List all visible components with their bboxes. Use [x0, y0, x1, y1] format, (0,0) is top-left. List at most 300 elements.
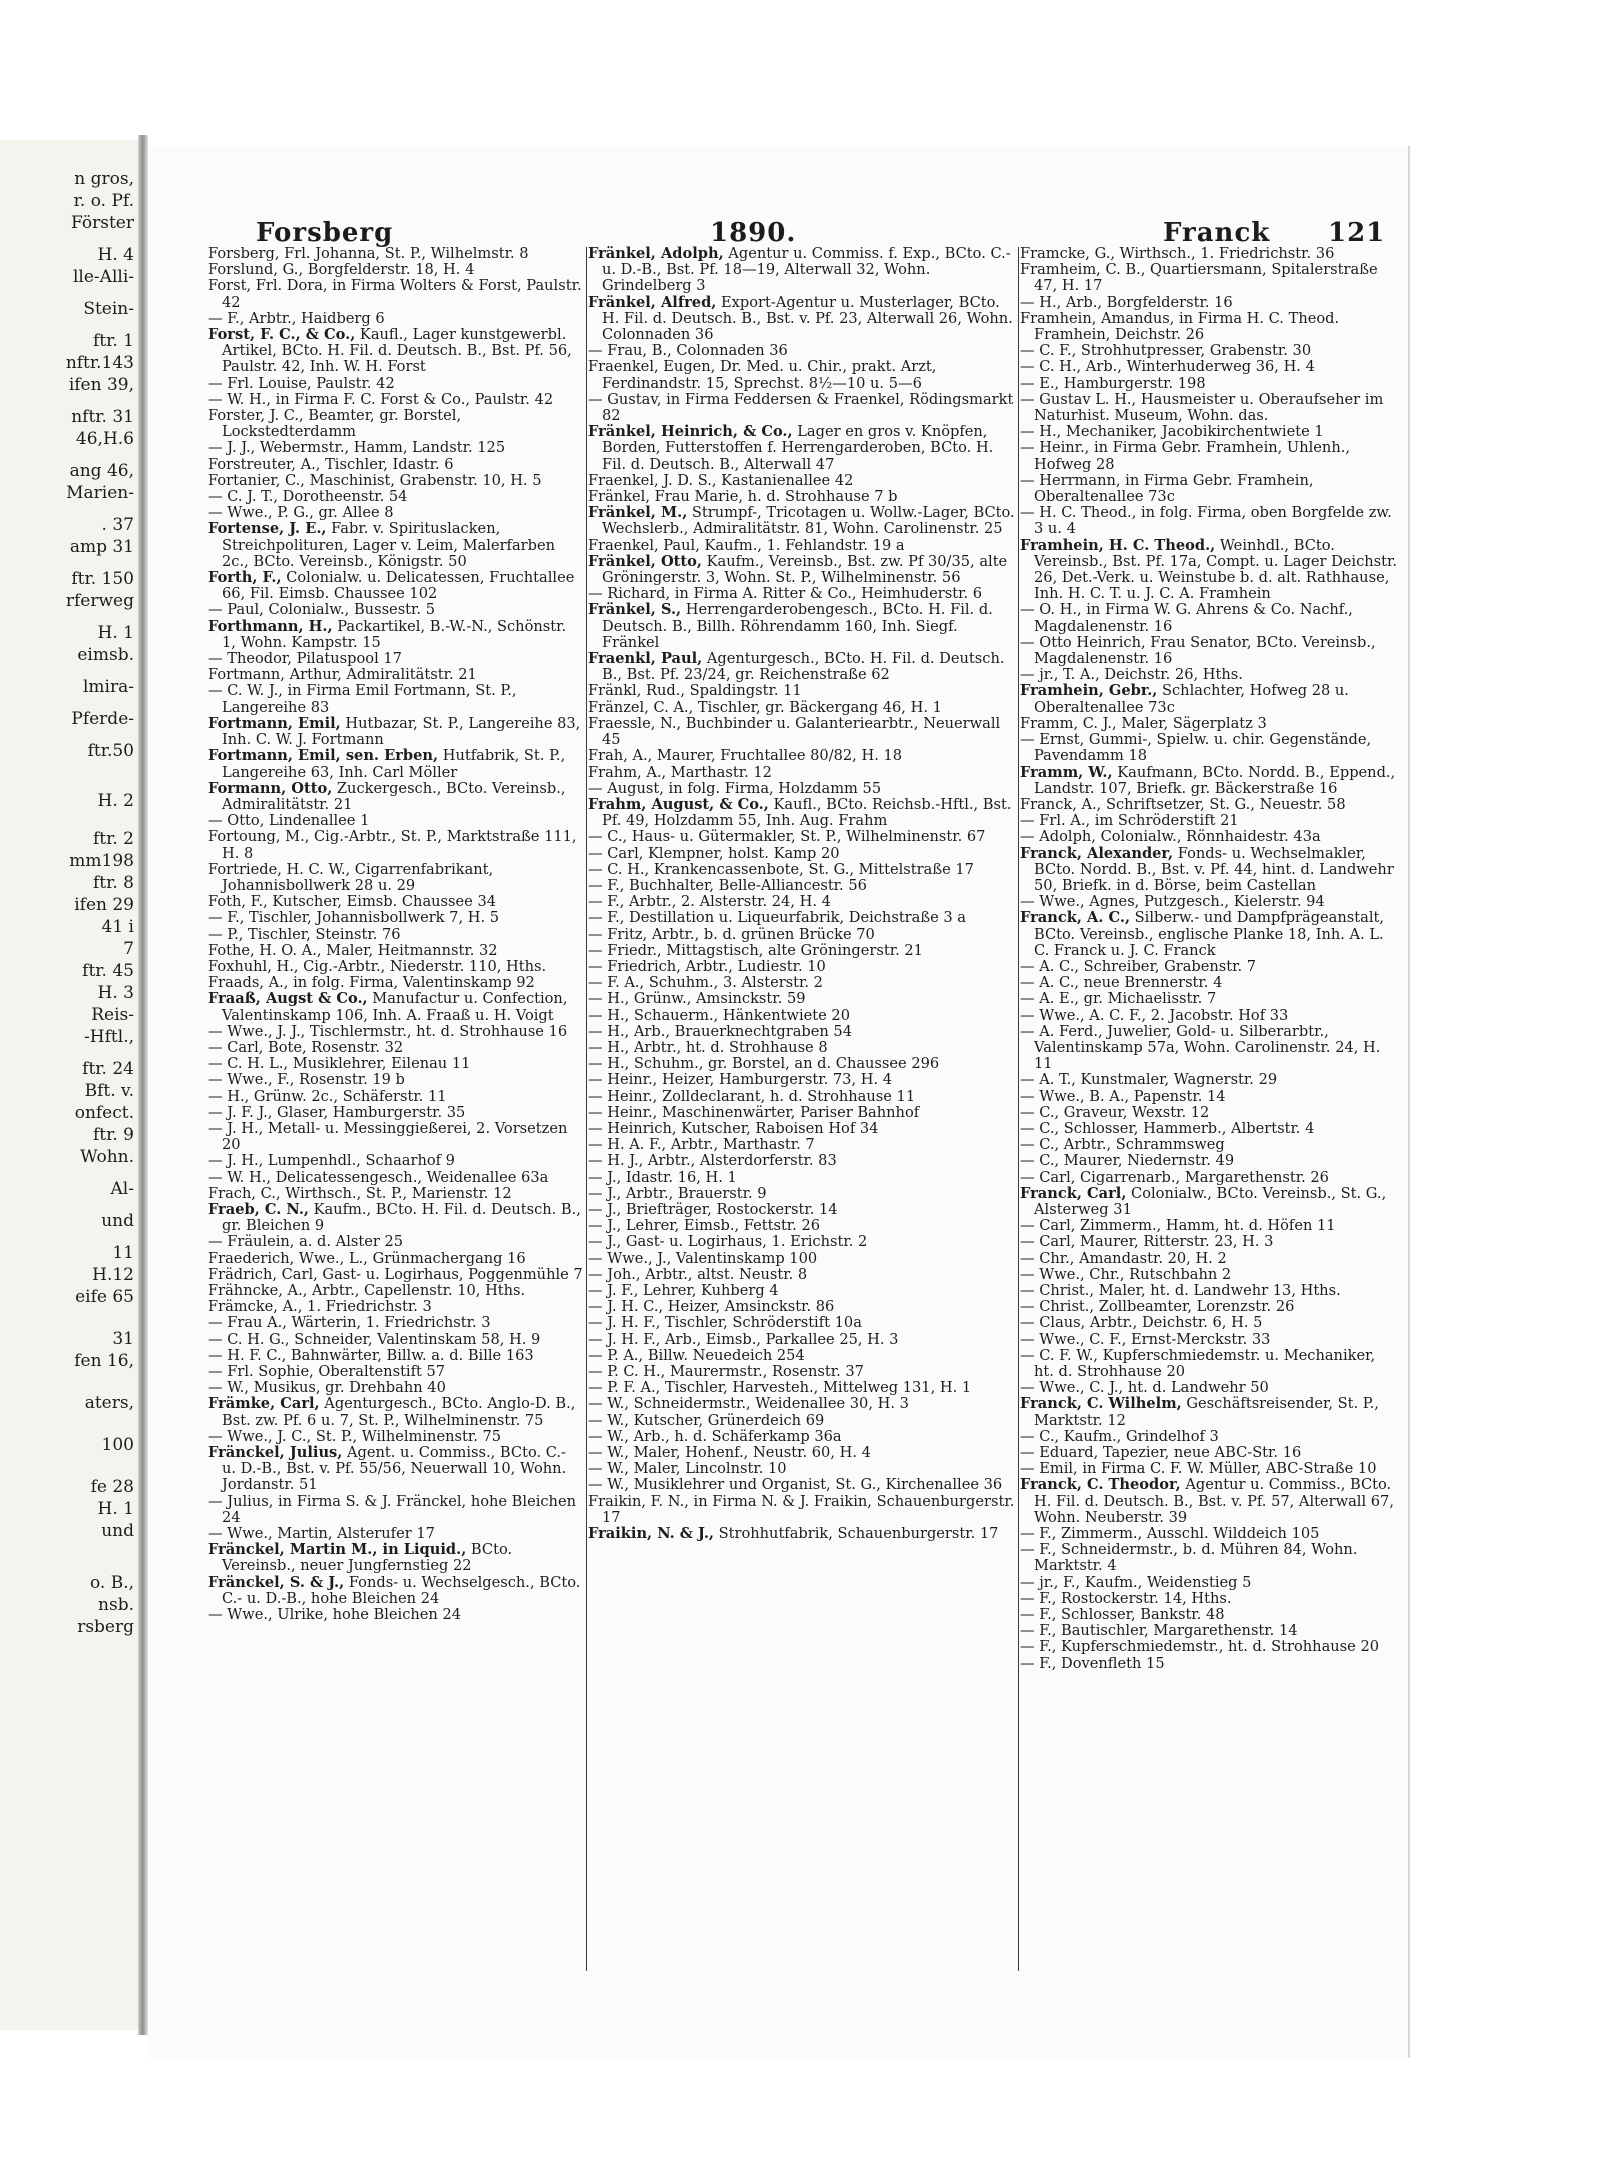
entry-text: — Friedrich, Arbtr., Ludiestr. 10 — [588, 957, 826, 975]
directory-entry — [1020, 991, 1398, 1007]
entry-text: — J. H. F., Tischler, Schröderstift 10a — [588, 1314, 862, 1332]
facing-page-fragment: Pferde- — [71, 709, 134, 729]
entry-text: Fraenkel, J. D. S., Kastanienallee 42 — [588, 471, 854, 489]
directory-entry — [588, 1153, 1016, 1169]
entry-text: BCto. Vereinsb., neuer Jungfernstieg 22 — [222, 1541, 517, 1575]
entry-text: Kaufm., Vereinsb., Bst. zw. Pf 30/35, alte Gröningerstr. 3, Wohn. St. P., Wilhelminenstr. 56 — [602, 552, 1012, 587]
entry-text: — H. J., Arbtr., Alsterdorferstr. 83 — [588, 1152, 837, 1170]
directory-entry — [208, 392, 584, 408]
facing-page-fragment: mm198 — [69, 851, 134, 871]
entry-text: — Heinr., in Firma Gebr. Framhein, Uhlenh., Hofweg 28 — [1020, 439, 1355, 473]
entry-text: — C. H., Krankencassenbote, St. G., Mittelstraße 17 — [588, 860, 974, 878]
entry-text: — Christ., Maler, ht. d. Landwehr 13, Hths. — [1020, 1282, 1341, 1299]
directory-page — [148, 146, 1408, 2058]
directory-entry — [1020, 765, 1398, 797]
header-year: 1890. — [710, 218, 797, 248]
entry-text: Packartikel, B.-W.-N., Schönstr. 1, Wohn. Kampstr. 15 — [222, 617, 571, 651]
entry-text: — jr., T. A., Deichstr. 26, Hths. — [1020, 666, 1243, 684]
facing-page-fragment: 7 — [123, 939, 134, 959]
directory-entry — [1020, 1639, 1398, 1655]
directory-entry — [1020, 894, 1398, 910]
entry-text: — W., Maler, Hohenf., Neustr. 60, H. 4 — [588, 1444, 871, 1462]
directory-entry — [588, 748, 1016, 764]
directory-entry — [208, 570, 584, 602]
entry-text: — Otto Heinrich, Frau Senator, BCto. Vereinsb., Magdalenenstr. 16 — [1020, 633, 1381, 668]
directory-entry — [588, 1137, 1016, 1153]
entry-text: — P. C. H., Maurermstr., Rosenstr. 37 — [588, 1363, 864, 1381]
directory-entry — [1020, 602, 1398, 634]
entry-firm-name: Frahm, August, & Co., — [588, 795, 769, 813]
entry-text: — Paul, Colonialw., Bussestr. 5 — [208, 601, 435, 619]
entry-text: Agentur u. Commiss., BCto. H. Fil. d. Deutsch. B., Bst. v. Pf. 57, Alterwall 67, Wohn. Neuberstr. 39 — [1034, 1476, 1399, 1526]
directory-entry — [208, 602, 584, 618]
facing-page-fragment: fen 16, — [74, 1351, 134, 1371]
entry-text: Zuckergesch., BCto. Vereinsb., Admiralitätstr. 21 — [222, 779, 571, 813]
directory-entry — [208, 1056, 584, 1072]
entry-text: — Herrmann, in Firma Gebr. Framhein, Oberaltenallee 73c — [1020, 471, 1319, 506]
facing-page-fragment: ftr. 8 — [92, 873, 134, 893]
directory-entry — [208, 473, 584, 489]
entry-firm-name: Fränkel, Adolph, — [588, 245, 724, 262]
directory-entry — [208, 1105, 584, 1121]
directory-entry — [588, 538, 1016, 554]
directory-entry — [208, 327, 584, 376]
directory-entry — [1020, 1591, 1398, 1607]
directory-entry — [208, 1607, 584, 1623]
entry-text: Frahm, A., Marthastr. 12 — [588, 763, 772, 781]
entry-text: Fabr. v. Spirituslacken, Streichpolituren, Lager v. Leim, Malerfarben 2c., BCto. Vereinsb., Königstr. 50 — [222, 520, 560, 570]
entry-text: — jr., F., Kaufm., Weidenstieg 5 — [1020, 1573, 1252, 1591]
directory-entry — [208, 1121, 584, 1153]
entry-text: — Wwe., C. J., ht. d. Landwehr 50 — [1020, 1379, 1269, 1397]
directory-entry — [1020, 683, 1398, 715]
directory-entry — [1020, 667, 1398, 683]
entry-text: — Heinr., Maschinenwärter, Pariser Bahnhof — [588, 1103, 920, 1121]
entry-firm-name: Fraeb, C. N., — [208, 1200, 309, 1218]
facing-page-fragment: amp 31 — [69, 537, 134, 557]
directory-entry — [1020, 975, 1398, 991]
directory-entry — [1020, 1542, 1398, 1574]
directory-entry — [1020, 829, 1398, 845]
directory-entry — [208, 1575, 584, 1607]
entry-firm-name: Fortense, J. E., — [208, 520, 327, 538]
directory-entry — [1020, 359, 1398, 375]
entry-firm-name: Fränckel, Martin M., in Liquid., — [208, 1541, 467, 1559]
directory-entry — [1020, 1072, 1398, 1088]
entry-text: — H. A. F., Arbtr., Marthastr. 7 — [588, 1136, 815, 1154]
entry-text: — J. F., Lehrer, Kuhberg 4 — [588, 1282, 779, 1299]
facing-page-fragment: ftr. 2 — [92, 829, 134, 849]
entry-text: — C. H. G., Schneider, Valentinskam 58, H. 9 — [208, 1330, 541, 1348]
facing-page-fragment: Bft. v. — [84, 1081, 134, 1101]
entry-text: — F., Buchhalter, Belle-Alliancestr. 56 — [588, 876, 867, 894]
facing-page-edge — [0, 140, 140, 2030]
directory-entry — [588, 1396, 1016, 1412]
entry-firm-name: Fränkel, Otto, — [588, 552, 702, 570]
directory-entry — [1020, 311, 1398, 343]
directory-entry — [1020, 1332, 1398, 1348]
directory-entry — [1020, 1477, 1398, 1526]
directory-entry — [208, 683, 584, 715]
entry-text: — W. H., in Firma F. C. Forst & Co., Paulstr. 42 — [208, 390, 554, 408]
facing-page-fragment: und — [101, 1211, 134, 1231]
entry-text: — F., Bautischler, Margarethenstr. 14 — [1020, 1622, 1298, 1640]
entry-text: — J. H., Lumpenhdl., Schaarhof 9 — [208, 1152, 455, 1170]
entry-text: Fränkl, Rud., Spaldingstr. 11 — [588, 682, 802, 700]
entry-text: — H. F. C., Bahnwärter, Billw. a. d. Bille 163 — [208, 1346, 534, 1364]
column-rule — [586, 247, 587, 1971]
directory-entry — [208, 991, 584, 1023]
entry-text: — Wwe., Chr., Rutschbahn 2 — [1020, 1265, 1232, 1283]
entry-text: Hutbazar, St. P., Langereihe 83, Inh. C. W. J. Fortmann — [222, 714, 585, 749]
facing-page-fragment: -Hftl., — [84, 1027, 134, 1047]
directory-entry — [208, 651, 584, 667]
entry-text: — C. H., Arb., Winterhuderweg 36, H. 4 — [1020, 358, 1315, 376]
entry-firm-name: Fortmann, Emil, — [208, 714, 341, 732]
entry-text: — A. C., Schreiber, Grabenstr. 7 — [1020, 957, 1257, 975]
entry-text: Foth, F., Kutscher, Eimsb. Chaussee 34 — [208, 893, 497, 911]
directory-entry — [208, 1024, 584, 1040]
directory-entry — [1020, 1234, 1398, 1250]
entry-text: Främcke, A., 1. Friedrichstr. 3 — [208, 1298, 432, 1316]
directory-entry — [588, 1477, 1016, 1493]
entry-text: — H., Mechaniker, Jacobikirchentwiete 1 — [1020, 423, 1324, 441]
directory-entry — [588, 1251, 1016, 1267]
entry-text: — C. F. W., Kupferschmiedemstr. u. Mechaniker, ht. d. Strohhause 20 — [1020, 1346, 1380, 1381]
directory-entry — [1020, 1153, 1398, 1169]
entry-text: — Emil, in Firma C. F. W. Müller, ABC-Straße 10 — [1020, 1460, 1377, 1478]
directory-entry — [208, 489, 584, 505]
directory-entry — [208, 1348, 584, 1364]
facing-page-fragment: fe 28 — [90, 1477, 134, 1497]
directory-entry — [588, 1008, 1016, 1024]
directory-entry — [1020, 1121, 1398, 1137]
entry-text: Manufactur u. Confection, Valentinskamp 106, Inh. A. Fraaß u. H. Voigt — [222, 990, 573, 1024]
facing-page-fragment: H. 2 — [97, 791, 134, 811]
directory-entry — [588, 1267, 1016, 1283]
entry-text: — W., Maler, Lincolnstr. 10 — [588, 1460, 787, 1478]
entry-firm-name: Fraikin, N. & J., — [588, 1525, 714, 1543]
facing-page-fragment: ang 46, — [69, 461, 134, 481]
directory-entry — [208, 910, 584, 926]
directory-entry — [1020, 262, 1398, 294]
entry-firm-name: Framm, W., — [1020, 763, 1113, 781]
facing-page-fragment: Förster — [71, 213, 134, 233]
facing-page-fragment: H. 1 — [97, 623, 134, 643]
directory-entry — [1020, 1396, 1398, 1428]
directory-entry — [208, 1089, 584, 1105]
facing-page-fragment: Reis- — [91, 1005, 134, 1025]
entry-text: — W., Musiklehrer und Organist, St. G., Kirchenallee 36 — [588, 1476, 1003, 1494]
facing-page-fragment: ifen 29 — [74, 895, 134, 915]
directory-entry — [208, 1396, 584, 1428]
entry-text: Foxhuhl, H., Cig.-Arbtr., Niederstr. 110, Hths. — [208, 957, 547, 975]
directory-entry — [208, 1542, 584, 1574]
directory-entry — [588, 975, 1016, 991]
entry-firm-name: Forst, F. C., & Co., — [208, 326, 356, 344]
entry-firm-name: Fränkel, Heinrich, & Co., — [588, 423, 793, 441]
directory-entry — [588, 1056, 1016, 1072]
directory-entry — [1020, 1283, 1398, 1299]
directory-entry — [588, 991, 1016, 1007]
entry-text: — Carl, Bote, Rosenstr. 32 — [208, 1038, 404, 1056]
directory-entry — [1020, 797, 1398, 813]
entry-text: Framheim, C. B., Quartiersmann, Spitalerstraße 47, H. 17 — [1020, 261, 1383, 295]
entry-text: Kaufmann, BCto. Nordd. B., Eppend., Landstr. 107, Briefk. gr. Bäckerstraße 16 — [1034, 763, 1400, 797]
entry-firm-name: Franck, C. Theodor, — [1020, 1476, 1181, 1494]
directory-entry — [1020, 505, 1398, 537]
facing-page-fragment: rferweg — [65, 591, 134, 611]
directory-entry — [588, 797, 1016, 829]
facing-page-fragment: ftr. 1 — [92, 331, 134, 351]
entry-text: — J., Gast- u. Logirhaus, 1. Erichstr. 2 — [588, 1233, 868, 1251]
facing-page-fragment: . 37 — [101, 515, 134, 535]
directory-entry — [588, 1170, 1016, 1186]
entry-text: — Fräulein, a. d. Alster 25 — [208, 1233, 404, 1251]
directory-entry — [588, 1526, 1016, 1542]
entry-text: Frähncke, A., Arbtr., Capellenstr. 10, Hths. — [208, 1282, 526, 1299]
directory-entry — [588, 1364, 1016, 1380]
directory-entry — [208, 943, 584, 959]
directory-entry — [588, 343, 1016, 359]
entry-text: — J., Idastr. 16, H. 1 — [588, 1168, 737, 1186]
entry-text: — C., Graveur, Wexstr. 12 — [1020, 1103, 1210, 1121]
entry-text: — C., Arbtr., Schrammsweg — [1020, 1136, 1225, 1154]
entry-text: — H. C. Theod., in folg. Firma, oben Borgfelde zw. 3 u. 4 — [1020, 504, 1397, 538]
entry-text: — H., Grünw., Amsinckstr. 59 — [588, 990, 806, 1008]
entry-text: Frah, A., Maurer, Fruchtallee 80/82, H. 18 — [588, 747, 903, 765]
entry-text: — C., Kaufm., Grindelhof 3 — [1020, 1427, 1219, 1445]
entry-text: Fraederich, Wwe., L., Grünmachergang 16 — [208, 1249, 526, 1267]
directory-entry — [588, 1429, 1016, 1445]
directory-entry — [1020, 1105, 1398, 1121]
entry-text: — H., Schuhm., gr. Borstel, an d. Chaussee 296 — [588, 1055, 940, 1073]
entry-text: Fraessle, N., Buchbinder u. Galanteriearbtr., Neuerwall 45 — [588, 714, 1005, 749]
entry-text: — Julius, in Firma S. & J. Fränckel, hohe Bleichen 24 — [208, 1492, 581, 1526]
entry-text: — Wwe., A. C. F., 2. Jacobstr. Hof 33 — [1020, 1006, 1289, 1024]
entry-text: — Ernst, Gummi-, Spielw. u. chir. Gegenstände, Pavendamm 18 — [1020, 731, 1376, 765]
facing-page-fragment: Wohn. — [80, 1147, 134, 1167]
entry-text: — W., Musikus, gr. Drehbahn 40 — [208, 1379, 446, 1397]
column-3 — [1020, 245, 1402, 1672]
directory-entry — [588, 504, 1020, 538]
facing-page-fragment: Al- — [110, 1179, 134, 1199]
entry-text: Fortriede, H. C. W., Cigarrenfabrikant, Johannisbollwerk 28 u. 29 — [208, 860, 498, 894]
directory-entry — [1020, 1267, 1398, 1283]
directory-entry — [588, 1315, 1016, 1331]
facing-page-fragment: und — [101, 1521, 134, 1541]
directory-entry — [588, 1492, 1019, 1526]
entry-text: — Frl. Sophie, Oberaltenstift 57 — [208, 1363, 446, 1381]
directory-entry — [588, 1121, 1016, 1137]
directory-entry — [588, 1218, 1016, 1234]
entry-text: Fränkel, Frau Marie, h. d. Strohhause 7 b — [588, 488, 898, 506]
book-gutter — [138, 135, 148, 2035]
facing-page-fragment: onfect. — [74, 1103, 134, 1123]
facing-page-fragment: nftr.143 — [65, 353, 134, 373]
directory-entry — [588, 683, 1016, 699]
entry-text: Fortanier, C., Maschinist, Grabenstr. 10, H. 5 — [208, 471, 542, 489]
entry-text: Fraikin, F. N., in Firma N. & J. Fraikin, Schauenburgerstr. 17 — [588, 1492, 1019, 1526]
entry-firm-name: Fränckel, Julius, — [208, 1444, 343, 1462]
running-header — [148, 146, 1408, 246]
directory-entry — [588, 392, 1016, 424]
entry-text: Frach, C., Wirthsch., St. P., Marienstr. 12 — [208, 1184, 512, 1202]
entry-text: — C. F., Strohhutpresser, Grabenstr. 30 — [1020, 342, 1312, 360]
entry-text: Fraads, A., in folg. Firma, Valentinskamp 92 — [208, 974, 535, 992]
entry-text: — A. E., gr. Michaelisstr. 7 — [1020, 990, 1217, 1008]
directory-entry — [588, 1234, 1016, 1250]
entry-text: Lager en gros v. Knöpfen, Borden, Futterstoffen f. Herrengarderoben, BCto. H. Fil. d. Deutsch. B., Alterwall 47 — [602, 423, 998, 473]
directory-entry — [588, 1040, 1016, 1056]
directory-entry — [208, 716, 584, 748]
entry-text: — J., Lehrer, Eimsb., Fettstr. 26 — [588, 1217, 821, 1235]
entry-text: — Wwe., Agnes, Putzgesch., Kielerstr. 94 — [1020, 893, 1325, 911]
entry-text: Forsberg, Frl. Johanna, St. P., Wilhelmstr. 8 — [208, 245, 529, 262]
directory-entry — [588, 846, 1016, 862]
entry-firm-name: Franck, A. C., — [1020, 909, 1131, 927]
entry-text: — Eduard, Tapezier, neue ABC-Str. 16 — [1020, 1444, 1302, 1462]
directory-entry — [588, 1413, 1016, 1429]
entry-text: — P., Tischler, Steinstr. 76 — [208, 925, 401, 943]
directory-entry — [1020, 295, 1398, 311]
directory-entry — [588, 602, 1016, 651]
entry-text: — A. T., Kunstmaler, Wagnerstr. 29 — [1020, 1071, 1278, 1089]
facing-page-fragment: nftr. 31 — [71, 407, 134, 427]
directory-entry — [1020, 473, 1398, 505]
entry-text: — C. J. T., Dorotheenstr. 54 — [208, 488, 408, 506]
entry-firm-name: Främke, Carl, — [208, 1395, 320, 1413]
entry-text: — Joh., Arbtr., altst. Neustr. 8 — [588, 1265, 808, 1283]
entry-firm-name: Fränkel, S., — [588, 601, 682, 619]
column-2 — [588, 245, 1020, 1543]
directory-entry — [208, 894, 584, 910]
entry-text: — P. F. A., Tischler, Harvesteh., Mittelweg 131, H. 1 — [588, 1379, 972, 1397]
entry-text: — Chr., Amandastr. 20, H. 2 — [1020, 1249, 1227, 1267]
entry-text: Strohhutfabrik, Schauenburgerstr. 17 — [713, 1525, 999, 1543]
directory-entry — [208, 667, 584, 683]
entry-text: — A. Ferd., Juwelier, Gold- u. Silberarbtr., Valentinskamp 57a, Wohn. Carolinenstr. 24, H. 11 — [1020, 1022, 1386, 1073]
facing-page-fragment: eife 65 — [75, 1287, 134, 1307]
facing-page-fragment: eimsb. — [77, 645, 134, 665]
entry-text: Fränzel, C. A., Tischler, gr. Bäckergang 46, H. 1 — [588, 698, 942, 716]
directory-entry — [208, 813, 584, 829]
directory-entry — [1020, 732, 1398, 764]
directory-entry — [1020, 1656, 1398, 1672]
directory-entry — [588, 910, 1016, 926]
entry-text: — C., Schlosser, Hammerb., Albertstr. 4 — [1020, 1119, 1315, 1137]
directory-entry — [208, 1283, 584, 1299]
entry-text: — F., Schneidermstr., b. d. Mühren 84, Wohn. Marktstr. 4 — [1020, 1541, 1363, 1575]
directory-entry — [208, 1267, 584, 1283]
directory-entry — [588, 1024, 1016, 1040]
entry-text: — F., Arbtr., Haidberg 6 — [208, 309, 385, 327]
directory-entry — [1020, 1429, 1398, 1445]
directory-entry — [588, 246, 1016, 295]
directory-entry — [588, 424, 1016, 473]
directory-entry — [1020, 1218, 1398, 1234]
entry-text: Forster, J. C., Beamter, gr. Borstel, Lockstedterdamm — [208, 407, 466, 441]
facing-page-fragment: 11 — [112, 1243, 134, 1263]
directory-entry — [588, 489, 1016, 505]
entry-text: — P. A., Billw. Neuedeich 254 — [588, 1346, 805, 1364]
entry-firm-name: Franck, Alexander, — [1020, 844, 1174, 862]
directory-entry — [1020, 910, 1398, 959]
entry-text: — Frl. Louise, Paulstr. 42 — [208, 374, 395, 392]
directory-entry — [208, 1526, 584, 1542]
directory-entry — [1020, 536, 1402, 603]
entry-text: — F., Zimmerm., Ausschl. Wilddeich 105 — [1020, 1525, 1320, 1543]
entry-text: — Otto, Lindenallee 1 — [208, 812, 370, 830]
header-last-name: Franck — [1163, 218, 1271, 248]
directory-entry — [208, 1153, 584, 1169]
entry-text: — Wwe., J. J., Tischlermstr., ht. d. Strohhause 16 — [208, 1022, 568, 1040]
entry-text: — Carl, Cigarrenarb., Margarethenstr. 26 — [1020, 1168, 1329, 1186]
entry-text: — J. H. F., Arb., Eimsb., Parkallee 25, H. 3 — [588, 1330, 899, 1348]
directory-entry — [588, 1299, 1016, 1315]
entry-firm-name: Formann, Otto, — [208, 779, 333, 797]
entry-text: — Gustav L. H., Hausmeister u. Oberaufseher im Naturhist. Museum, Wohn. das. — [1020, 390, 1388, 425]
entry-text: — Carl, Klempner, holst. Kamp 20 — [588, 844, 840, 862]
entry-text: — Wwe., C. F., Ernst-Merckstr. 33 — [1020, 1330, 1271, 1348]
entry-text: — J. H., Metall- u. Messinggießerei, 2. Vorsetzen 20 — [208, 1119, 573, 1154]
directory-entry — [1020, 1137, 1398, 1153]
directory-entry — [1020, 1024, 1398, 1073]
directory-entry — [588, 1105, 1016, 1121]
entry-text: — F., Kupferschmiedemstr., ht. d. Strohhause 20 — [1020, 1638, 1380, 1656]
entry-text: — Gustav, in Firma Feddersen & Fraenkel, Rödingsmarkt 82 — [588, 390, 1018, 425]
directory-entry — [588, 829, 1016, 845]
entry-firm-name: Forth, F., — [208, 569, 282, 587]
entry-firm-name: Fränkel, Alfred, — [588, 293, 717, 311]
entry-text: — H., Schauerm., Hänkentwiete 20 — [588, 1006, 850, 1024]
entry-text: — C., Haus- u. Gütermakler, St. P., Wilhelminenstr. 67 — [588, 828, 986, 846]
entry-text: Forst, Frl. Dora, in Firma Wolters & Forst, Paulstr. 42 — [208, 277, 587, 311]
entry-text: Framm, C. J., Maler, Sägerplatz 3 — [1020, 714, 1267, 732]
entry-text: Geschäftsreisender, St. P., Marktstr. 12 — [1034, 1395, 1384, 1429]
entry-text: — Carl, Zimmerm., Hamm, ht. d. Höfen 11 — [1020, 1217, 1336, 1235]
entry-text: — Heinr., Heizer, Hamburgerstr. 73, H. 4 — [588, 1071, 893, 1089]
directory-entry — [208, 505, 584, 521]
entry-firm-name: Fraaß, Augst & Co., — [208, 990, 368, 1008]
entry-text: Fonds- u. Wechselmakler, BCto. Nordd. B., Bst. v. Pf. 44, hint. d. Landwehr 50, Briefk. in d. Börse, beim Castellan — [1034, 844, 1399, 894]
entry-text: Silberw.- und Dampfprägeanstalt, BCto. Vereinsb., englische Planke 18, Inh. A. L. C. Franck u. J. C. Franck — [1034, 909, 1389, 959]
facing-page-fragment: Marien- — [66, 483, 134, 503]
directory-entry — [588, 943, 1016, 959]
facing-page-fragment: ftr. 150 — [71, 569, 134, 589]
facing-page-fragment: o. B., — [89, 1573, 134, 1593]
directory-entry — [208, 376, 584, 392]
directory-entry — [588, 1072, 1016, 1088]
directory-entry — [588, 878, 1016, 894]
directory-entry — [208, 311, 584, 327]
facing-page-fragment: nsb. — [98, 1595, 134, 1615]
directory-entry — [1020, 1089, 1398, 1105]
entry-text: — C. H. L., Musiklehrer, Eilenau 11 — [208, 1055, 471, 1073]
entry-text: Framhein, Amandus, in Firma H. C. Theod. Framhein, Deichstr. 26 — [1020, 309, 1344, 344]
directory-entry — [208, 1445, 584, 1494]
entry-text: — Wwe., Martin, Alsterufer 17 — [208, 1525, 435, 1543]
entry-firm-name: Franck, Carl, — [1020, 1184, 1127, 1202]
entry-text: — Wwe., P. G., gr. Allee 8 — [208, 504, 394, 522]
entry-text: — H., Arb., Brauerknechtgraben 54 — [588, 1022, 852, 1040]
entry-text: — J. J., Webermstr., Hamm, Landstr. 125 — [208, 439, 506, 457]
facing-page-fragment: H. 4 — [97, 245, 134, 265]
directory-entry — [588, 716, 1016, 748]
entry-text: Forslund, G., Borgfelderstr. 18, H. 4 — [208, 261, 475, 279]
entry-text: — O. H., in Firma W. G. Ahrens & Co. Nachf., Magdalenenstr. 16 — [1020, 601, 1358, 635]
directory-entry — [1020, 959, 1398, 975]
